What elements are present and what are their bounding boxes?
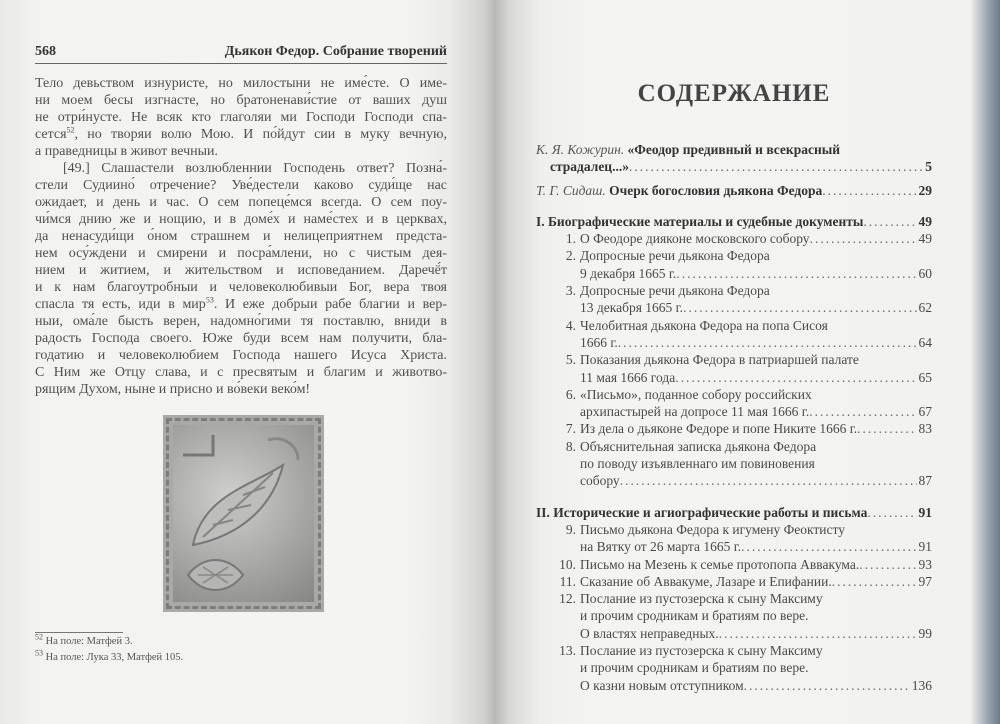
text-line — [35, 347, 447, 364]
toc-line — [536, 386, 932, 403]
line-text: С Ним же Отцу слава, и с пресвятым и благим и животво- — [35, 365, 447, 380]
toc-page: 91 — [918, 504, 932, 520]
dot-leader — [741, 538, 916, 555]
line-text: Тело девьством изнуристе, но милостыни не име́сте. О име- — [35, 76, 447, 91]
toc-entry — [536, 521, 932, 556]
toc-line — [536, 317, 932, 334]
toc-line-text — [565, 317, 828, 334]
toc-line-text — [580, 677, 744, 694]
text-line — [35, 211, 447, 228]
text-line — [35, 330, 447, 347]
toc-number: 7. — [565, 421, 576, 437]
toc-title-text: Очерк богословия дьякона Федора — [605, 182, 823, 198]
toc-number: 1. — [565, 231, 576, 247]
line-text: не отри́нусте. Не всяк кто глаголяи ми Господи Господи спа- — [35, 110, 447, 125]
text-line — [35, 296, 447, 313]
toc-line-text — [580, 472, 620, 489]
line-text: спасла тя есть, иди в мир — [35, 297, 206, 312]
running-head — [35, 44, 447, 64]
toc-line — [536, 369, 932, 386]
toc-line-text — [580, 265, 676, 282]
toc-entry — [536, 590, 932, 642]
toc-number: 6. — [565, 386, 576, 402]
toc-page: 29 — [918, 182, 932, 198]
toc-line-text: архипастырей на допросе 11 мая 1666 г. — [580, 404, 810, 420]
toc-page: 65 — [918, 369, 932, 385]
toc-line-text — [559, 642, 823, 659]
toc-line — [536, 403, 932, 420]
toc-title — [536, 141, 840, 158]
toc-number: 10. — [559, 556, 576, 572]
text-line — [35, 126, 447, 143]
toc-line — [536, 521, 932, 538]
text-line — [35, 279, 447, 296]
toc-entry — [536, 351, 932, 386]
line-text: [49.] Слашастели возлюбленнии Господень ответ? Позна́- — [63, 161, 447, 176]
toc-line-text — [565, 247, 770, 264]
toc-number: 13. — [559, 643, 576, 659]
toc-line-text: Допросные речи дьякона Федора — [580, 248, 770, 264]
toc-line-text: О властях неправедных. — [580, 625, 719, 641]
toc-section-title: II. Исторические и агиографические работы и письма — [536, 504, 868, 520]
toc-line — [536, 158, 932, 175]
text-line — [35, 109, 447, 126]
toc-line-text: и прочим сродникам и братиям по вере. — [580, 608, 809, 624]
footnote-text: На поле: Лука 33, Матфей 105. — [43, 652, 184, 663]
body-text — [35, 75, 447, 398]
toc-line-text: Сказание об Аввакуме, Лазаре и Епифании. — [580, 573, 832, 589]
dot-leader — [676, 265, 916, 282]
toc-line-text: Письмо на Мезень к семье протопопа Аввакума. — [580, 556, 860, 572]
toc-entry — [536, 213, 932, 230]
toc-line-text: на Вятку от 26 марта 1665 г. — [580, 539, 742, 555]
toc-line — [536, 265, 932, 282]
toc-line-text — [580, 334, 618, 351]
toc-page: 93 — [918, 556, 932, 572]
text-line — [35, 75, 447, 92]
toc-line-text: О Феодоре дияконе московского собору — [580, 231, 810, 247]
toc-entry — [536, 282, 932, 317]
toc-page: 64 — [918, 334, 932, 350]
toc-line-text — [565, 351, 859, 368]
toc-line — [536, 677, 932, 694]
toc-number: 9. — [565, 521, 576, 537]
text-line — [35, 194, 447, 211]
text-line — [35, 364, 447, 381]
line-text: ни моем бесы изгнасте, но братоненави́стие от ваших душ — [35, 93, 447, 108]
toc-line — [536, 590, 932, 607]
toc-number: 11. — [559, 573, 576, 589]
line-text: чи́мся днию же и нощию, и в доме́х и наме́стех и в церквах, — [35, 212, 447, 227]
toc-entry — [536, 420, 932, 437]
toc-number: 8. — [565, 438, 576, 454]
line-text: годатию и человеколюбием Господа нашего Исуса Христа. — [35, 348, 447, 363]
dot-leader — [867, 504, 916, 521]
toc-page: 87 — [918, 473, 932, 489]
toc-line-text — [565, 282, 770, 299]
toc-section — [536, 504, 932, 521]
toc-line-text: Допросные речи дьякона Федора — [580, 283, 770, 299]
dot-leader — [629, 158, 923, 175]
toc-line-text — [559, 573, 832, 590]
dot-leader — [675, 369, 916, 386]
footnote-mark: 53 — [35, 648, 43, 658]
line-text: а праведницы в живот вечныи. — [35, 144, 219, 159]
line-text: и к нам благоутробныи и человеколюбивыи Бог, вера твоя — [35, 280, 447, 295]
toc-number: 3. — [565, 283, 576, 299]
toc-entry — [536, 141, 932, 176]
toc-line-text — [580, 403, 809, 420]
toc-line-text — [559, 556, 860, 573]
dot-leader — [832, 573, 917, 590]
line-text: нием и житием, и жительством и исповеданием. Даречё́т — [35, 263, 447, 278]
toc-entry — [536, 438, 932, 490]
toc-title-text: «Феодор предивный и всекрасный — [624, 142, 841, 157]
line-text: стели Судиино́ отречение? Уве́дестели каково суди́ще нас — [35, 178, 447, 193]
toc-line — [536, 455, 932, 472]
toc-line-text — [565, 420, 858, 437]
footnote-reference: 52 — [66, 125, 75, 135]
toc-line-text: собору — [580, 473, 620, 489]
toc-line-text — [565, 386, 812, 403]
text-line — [35, 228, 447, 245]
line-text: ожидает, и день и час. О сем попеце́мся всегда. О сем поу- — [35, 195, 447, 210]
footnote-52 — [35, 632, 133, 647]
spacer — [536, 199, 932, 213]
toc-line — [536, 659, 932, 676]
line-text: ныи, ома́ле бысть верен, надомно́гими тя поставлю, вниди в — [35, 314, 447, 329]
text-line — [35, 92, 447, 109]
text-line — [35, 143, 447, 160]
toc-line — [536, 538, 932, 555]
toc-line-text — [559, 590, 823, 607]
text-line — [35, 381, 447, 398]
right-page — [536, 0, 932, 724]
line-text: , но творяи волю Мою. И по́йдут сии в муку вечную, — [74, 127, 447, 142]
toc-entry — [536, 182, 932, 199]
toc-title — [536, 182, 822, 199]
footnote-divider — [35, 632, 123, 633]
toc-line-text: 13 декабря 1665 г. — [580, 300, 684, 316]
dot-leader — [683, 299, 916, 316]
toc-line — [536, 472, 932, 489]
toc-number: 12. — [559, 591, 576, 607]
toc-line-text — [580, 538, 741, 555]
carved-stone-tile-image — [163, 415, 324, 612]
toc-line-text: О казни новым отступником — [580, 677, 744, 693]
text-line — [35, 160, 447, 177]
toc-number: 2. — [565, 248, 576, 264]
toc-line-text: и прочим сродникам и братиям по вере. — [580, 660, 809, 676]
dot-leader — [744, 677, 910, 694]
text-line — [35, 262, 447, 279]
toc-entry — [536, 230, 932, 247]
running-head-title: Дьякон Федор. Собрание творений — [224, 44, 447, 59]
dot-leader — [810, 230, 917, 247]
toc-line — [536, 141, 932, 158]
footnote-53 — [35, 648, 184, 663]
toc-entry — [536, 642, 932, 694]
toc-author: Т. Г. Сидаш. — [536, 182, 606, 198]
table-of-contents — [536, 141, 932, 694]
toc-entry — [536, 317, 932, 352]
line-text: радость Господа своего. Юже буди всем нам получити, бла- — [35, 331, 447, 346]
page-number: 568 — [35, 44, 56, 59]
toc-page: 99 — [918, 625, 932, 641]
toc-line-text — [580, 659, 808, 676]
toc-line-text: Объяснительная записка дьякона Федора — [580, 438, 817, 454]
toc-line — [536, 351, 932, 368]
dot-leader — [618, 334, 917, 351]
toc-line-text: по поводу изъявленнаго им повиновения — [580, 456, 815, 472]
toc-line — [536, 182, 932, 199]
spacer — [536, 490, 932, 504]
toc-line — [536, 334, 932, 351]
toc-line-text: Из дела о дьяконе Федоре и попе Никите 1666 г. — [580, 421, 858, 437]
line-text: да ненасуди́щи о́ном страшнем и нелицеприятнем предста- — [35, 229, 447, 244]
toc-page: 83 — [918, 421, 932, 437]
toc-line — [536, 607, 932, 624]
toc-entry — [536, 573, 932, 590]
toc-line-text — [580, 299, 683, 316]
toc-line-text — [565, 438, 817, 455]
toc-page: 97 — [918, 573, 932, 589]
toc-line-text: Послание из пустозерска к сыну Максиму — [580, 591, 823, 607]
footnote-text: На поле: Матфей 3. — [43, 636, 133, 647]
footnote-reference: 53 — [205, 295, 214, 305]
toc-line — [536, 556, 932, 573]
toc-line-text — [565, 521, 845, 538]
contents-title: СОДЕРЖАНИЕ — [637, 80, 831, 107]
dot-leader — [857, 420, 916, 437]
toc-section-title: I. Биографические материалы и судебные документы — [536, 213, 864, 229]
toc-line — [536, 438, 932, 455]
toc-line-text — [580, 607, 808, 624]
toc-line — [536, 230, 932, 247]
toc-page: 62 — [918, 300, 932, 316]
toc-author: К. Я. Кожурин. — [536, 142, 625, 157]
toc-page: 67 — [918, 404, 932, 420]
toc-page: 5 — [925, 159, 932, 175]
toc-line-text: 1666 г. — [580, 334, 618, 350]
toc-line — [536, 282, 932, 299]
toc-line — [536, 247, 932, 264]
text-line — [35, 177, 447, 194]
text-line — [35, 245, 447, 262]
dot-leader — [859, 556, 916, 573]
toc-entry — [536, 504, 932, 521]
toc-line-text: Послание из пустозерска к сыну Максиму — [580, 643, 823, 659]
toc-page: 60 — [918, 265, 932, 281]
toc-entry — [536, 556, 932, 573]
toc-line-text: «Письмо», поданное собору российских — [580, 386, 812, 402]
toc-line-text — [565, 230, 810, 247]
toc-line — [536, 625, 932, 642]
toc-entry — [536, 247, 932, 282]
toc-line — [536, 420, 932, 437]
line-text: нем осу́ждени и смирени и посра́млени, но с чистым дея- — [35, 246, 447, 261]
toc-page: 49 — [918, 231, 932, 247]
toc-number: 4. — [565, 317, 576, 333]
left-page — [35, 0, 447, 724]
toc-title-text: страдалец...» — [550, 159, 629, 175]
toc-entry — [536, 386, 932, 421]
toc-line-text: 11 мая 1666 года — [580, 369, 676, 385]
toc-line-text: Показания дьякона Федора в патриаршей палате — [580, 352, 859, 368]
toc-line-text — [580, 625, 719, 642]
toc-line-text: Письмо дьякона Федора к игумену Феоктисту — [580, 521, 845, 537]
toc-section — [536, 213, 932, 230]
toc-page: 49 — [918, 213, 932, 229]
toc-page: 136 — [911, 677, 932, 693]
dot-leader — [809, 403, 916, 420]
toc-page: 91 — [918, 539, 932, 555]
dot-leader — [822, 182, 916, 199]
dot-leader — [719, 625, 917, 642]
line-text: сется — [35, 127, 67, 142]
toc-line-text: Челобитная дьякона Федора на попа Сисоя — [580, 317, 828, 333]
line-text: рящим Духом, ныне и присно и во́веки веко́м! — [35, 382, 311, 397]
toc-line — [536, 573, 932, 590]
line-text: . И еже добрыи рабе благии и вер- — [213, 297, 447, 312]
toc-line-text — [580, 369, 675, 386]
footnote-mark: 52 — [35, 632, 43, 642]
toc-line-text: 9 декабря 1665 г. — [580, 265, 677, 281]
toc-number: 5. — [565, 352, 576, 368]
text-line — [35, 313, 447, 330]
dot-leader — [863, 213, 916, 230]
toc-line — [536, 299, 932, 316]
dot-leader — [620, 472, 917, 489]
toc-line — [536, 642, 932, 659]
toc-line-text — [580, 455, 815, 472]
